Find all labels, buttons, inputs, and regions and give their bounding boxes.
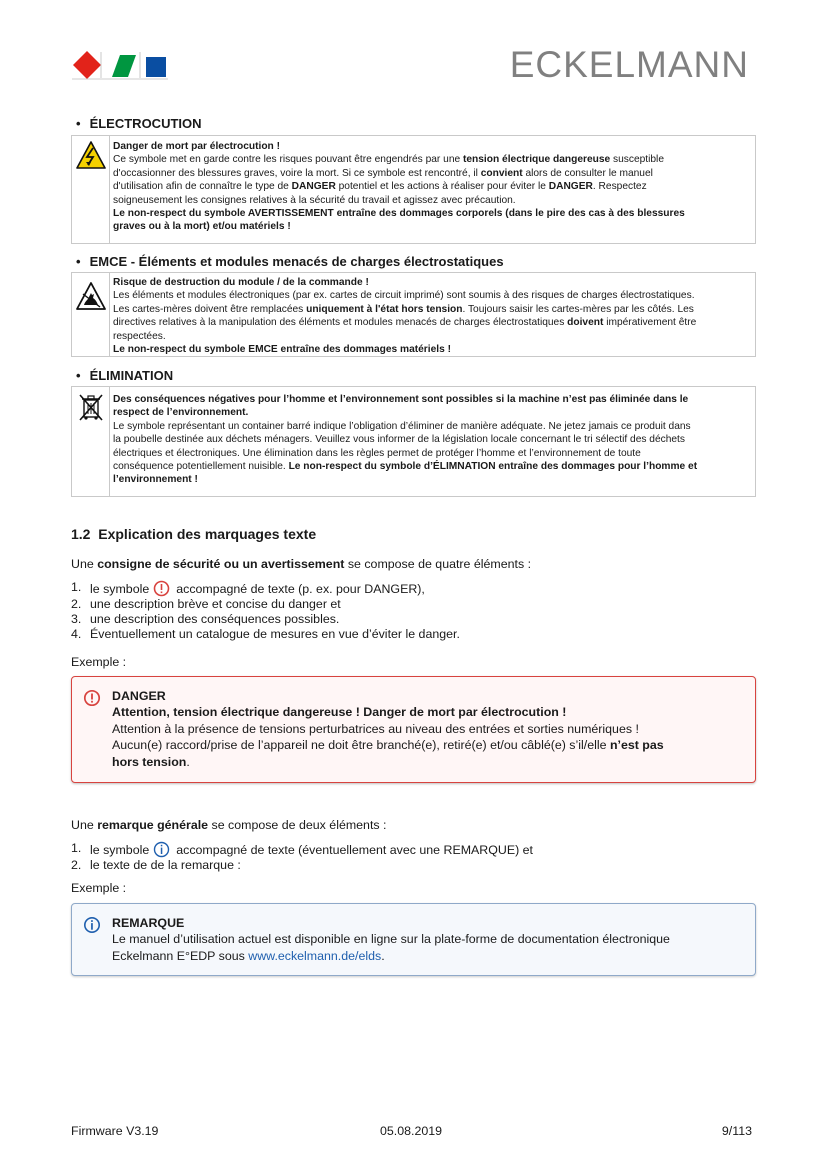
info-icon	[83, 916, 101, 934]
elds-link[interactable]: www.eckelmann.de/elds	[248, 948, 382, 963]
footer-firmware: Firmware V3.19	[71, 1124, 159, 1138]
footer-date: 05.08.2019	[380, 1124, 443, 1138]
warning-table-electrocution: Danger de mort par électrocution ! Ce symbole met en garde contre les risques pouvant être engendrés par une tension électrique dangereuse susceptible d'occasionner des blessures graves, voire la mort. Si ce symbole est rencontré, il convient alors de consulter le manuel d'utilisation afin de connaître le type de DANGER potentiel et les actions à réaliser pour éviter le DANGER. Respectez soigneusement les consignes relatives à la sécurité du travail et agissez avec précaution. Le non-respect du symbole AVERTISSEMENT entraîne des dommages corporels (dans le pire des cas à des blessures graves ou à la mort) et/ou matériels !	[71, 135, 756, 244]
eckelmann-logo-marks	[72, 50, 168, 80]
danger-exclamation-icon	[83, 689, 101, 707]
info-icon	[153, 841, 170, 858]
example-label: Exemple :	[71, 655, 127, 669]
example-label-2: Exemple :	[71, 881, 127, 895]
section-heading-1-2: 1.2 Explication des marquages texte	[71, 526, 317, 542]
list-item: 3. une description des conséquences possibles.	[71, 612, 340, 626]
list-item: 2. le texte de de la remarque :	[71, 858, 241, 872]
blue-square-mark	[146, 57, 166, 77]
footer-page-number: 9/113	[721, 1124, 752, 1138]
danger-text-line: Aucun(e) raccord/prise de l’appareil ne doit être branché(e), retiré(e) et/ou câblé(e) s’il/elle n’est pas	[112, 738, 664, 753]
green-parallelogram-mark	[112, 55, 136, 77]
list-item: 1. le symbole accompagné de texte (p. ex. pour DANGER),	[71, 580, 425, 596]
intro2-paragraph: Une remarque générale se compose de deux éléments :	[71, 818, 387, 832]
section-heading-electrocution: • ÉLECTROCUTION	[76, 116, 202, 131]
note-text-line: Le manuel d’utilisation actuel est disponible en ligne sur la plate-forme de documentation électronique	[112, 932, 670, 947]
red-diamond-mark	[73, 51, 101, 79]
list-item: 4. Éventuellement un catalogue de mesures en vue d’éviter le danger.	[71, 627, 460, 641]
note-text-line: Eckelmann E°EDP sous www.eckelmann.de/elds.	[112, 948, 385, 963]
esd-warning-icon	[76, 282, 106, 310]
danger-text-line: hors tension.	[112, 754, 190, 769]
section-heading-elimination: • ÉLIMINATION	[76, 368, 174, 383]
note-example-box	[71, 903, 756, 976]
list-item: 1. le symbole accompagné de texte (éventuellement avec une REMARQUE) et	[71, 841, 533, 857]
note-label: REMARQUE	[112, 916, 185, 930]
danger-text-line: Attention à la présence de tensions perturbatrices au niveau des entrées et sorties numériques !	[112, 721, 639, 736]
danger-example-box	[71, 676, 756, 783]
brand-wordmark: ECKELMANN	[509, 44, 749, 85]
danger-label: DANGER	[112, 689, 166, 703]
list-item: 2. une description brève et concise du danger et	[71, 597, 341, 611]
crossed-out-bin-icon	[76, 392, 106, 422]
section-heading-emce: • EMCE - Éléments et modules menacés de charges électrostatiques	[76, 254, 504, 269]
electrocution-title: Danger de mort par électrocution !	[113, 141, 280, 152]
danger-exclamation-icon	[153, 580, 170, 597]
warning-table-emce: Risque de destruction du module / de la commande ! Les éléments et modules électroniques (par ex. cartes de circuit imprimé) sont soumis à des risques de charges électrostatiques. Les cartes-mères doivent être remplacées uniquement à l'état hors tension. Toujours saisir les cartes-mères par les côtés. Les directives relatives à la manipulation des éléments et modules menacés de charges électrostatiques doivent impérativement être respectées. Le non-respect du symbole EMCE entraîne des dommages matériels !	[71, 272, 756, 357]
intro-paragraph: Une consigne de sécurité ou un avertissement se compose de quatre éléments :	[71, 557, 532, 571]
danger-headline: Attention, tension électrique dangereuse ! Danger de mort par électrocution !	[112, 705, 567, 720]
high-voltage-warning-icon	[76, 141, 106, 169]
elimination-title: Des conséquences négatives pour l’homme et l’environnement sont possibles si la machine n’est pas éliminée dans le	[113, 394, 689, 405]
emce-title: Risque de destruction du module / de la commande !	[113, 277, 369, 288]
warning-table-elimination: Des conséquences négatives pour l’homme et l’environnement sont possibles si la machine n’est pas éliminée dans le respect de l’environnement. Le symbole représentant un container barré indique l’obligation d’éliminer de manière adéquate. Ne jetez jamais ce produit dans la poubelle destinée aux déchets ménagers. Veuillez vous informer de la législation locale concernant le tri sélectif des déchets électriques et électroniques. Une élimination dans les règles permet de protéger l’homme et l’environnement de toute conséquence potentiellement nuisible. Le non-respect du symbole d’ÉLIMNATION entraîne des dommages pour l’homme et l’environnement !	[71, 386, 756, 497]
note-elements-list	[71, 841, 533, 873]
safety-elements-list	[71, 580, 460, 642]
